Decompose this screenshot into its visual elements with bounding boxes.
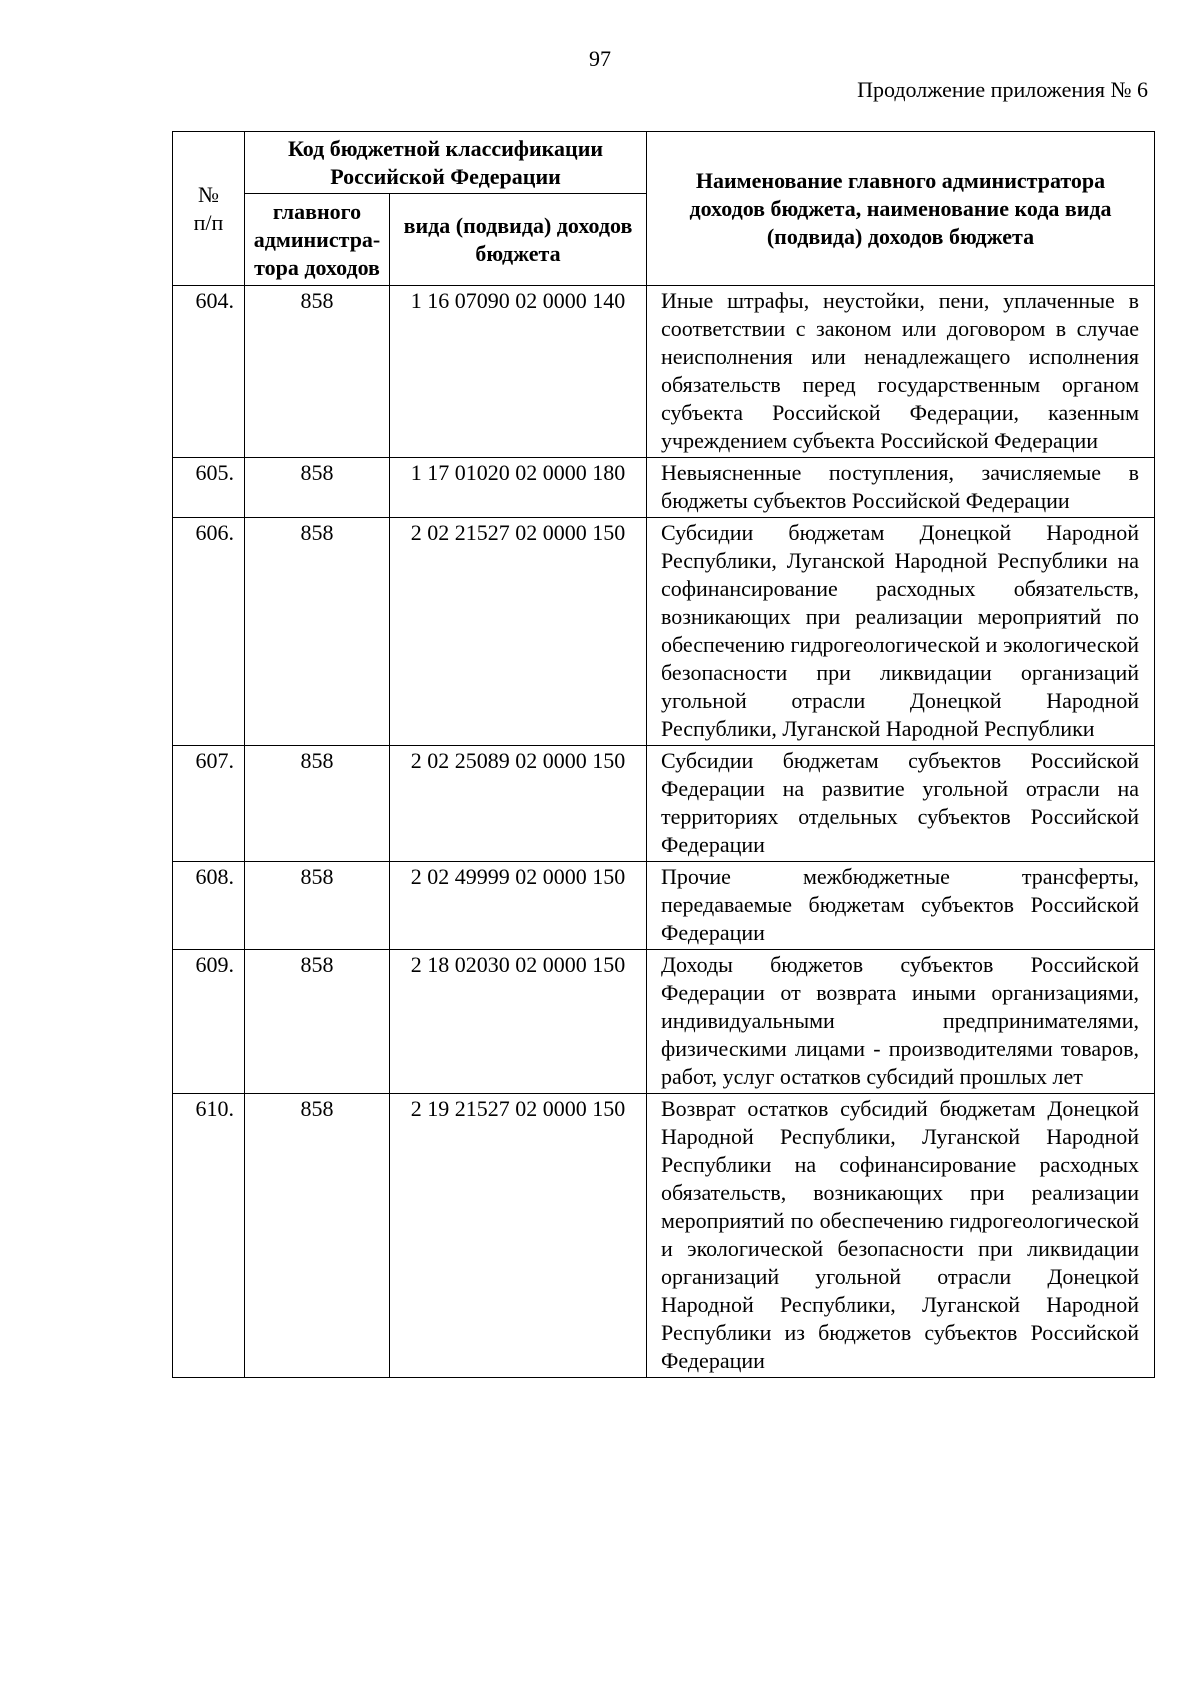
row-number-cell: 606. — [173, 518, 245, 746]
table-row — [173, 458, 1155, 518]
administrator-code-cell: 858 — [245, 746, 390, 862]
row-number-cell: 604. — [173, 286, 245, 458]
table-row — [173, 518, 1155, 746]
administrator-code-cell: 858 — [245, 458, 390, 518]
income-kind-code-cell: 2 18 02030 02 0000 150 — [390, 950, 647, 1094]
row-number-cell: 607. — [173, 746, 245, 862]
income-description-cell: Доходы бюджетов субъектов Российской Федерации от возврата иными организациями, индивидуальными предпринимателями, физическими лицами - производителями товаров, работ, услуг остатков субсидий прошлых лет — [647, 950, 1155, 1094]
administrator-code-cell: 858 — [245, 950, 390, 1094]
table-row — [173, 950, 1155, 1094]
income-kind-code-cell: 2 02 21527 02 0000 150 — [390, 518, 647, 746]
header-classification-code: Код бюджетной классификации Российской Федерации — [245, 132, 647, 194]
appendix-continuation-label: Продолжение приложения № 6 — [857, 77, 1148, 102]
row-number-cell: 608. — [173, 862, 245, 950]
income-description-cell: Невыясненные поступления, зачисляемые в бюджеты субъектов Российской Федерации — [647, 458, 1155, 518]
header-administrator-name: Наименование главного администратора доходов бюджета, наименование кода вида (подвида) доходов бюджета — [647, 132, 1155, 286]
header-pp: п/п — [193, 209, 224, 235]
administrator-code-cell: 858 — [245, 518, 390, 746]
header-number-sign: № — [198, 181, 219, 207]
table-row — [173, 1094, 1155, 1378]
row-number-cell: 610. — [173, 1094, 245, 1378]
page-number: 97 — [589, 46, 611, 71]
table-row — [173, 862, 1155, 950]
income-kind-code-cell: 2 02 49999 02 0000 150 — [390, 862, 647, 950]
income-description-cell: Иные штрафы, неустойки, пени, уплаченные в соответствии с законом или договором в случае неисполнения или ненадлежащего исполнения обязательств перед государственным органом субъекта Российской Федерации, казенным учреждением субъекта Российской Федерации — [647, 286, 1155, 458]
income-kind-code-cell: 1 17 01020 02 0000 180 — [390, 458, 647, 518]
income-description-cell: Прочие межбюджетные трансферты, передаваемые бюджетам субъектов Российской Федерации — [647, 862, 1155, 950]
income-kind-code-cell: 1 16 07090 02 0000 140 — [390, 286, 647, 458]
income-description-cell: Субсидии бюджетам Донецкой Народной Республики, Луганской Народной Республики на софинансирование расходных обязательств, возникающих при реализации мероприятий по обеспечению гидрогеологической и экологической безопасности при ликвидации организаций угольной отрасли Донецкой Народной Республики, Луганской Народной Республики — [647, 518, 1155, 746]
table-header — [173, 132, 1155, 286]
table-row — [173, 746, 1155, 862]
header-row-number — [173, 132, 245, 286]
administrator-code-cell: 858 — [245, 286, 390, 458]
table-row — [173, 286, 1155, 458]
administrator-code-cell: 858 — [245, 862, 390, 950]
income-description-cell: Субсидии бюджетам субъектов Российской Федерации на развитие угольной отрасли на территориях отдельных субъектов Российской Федерации — [647, 746, 1155, 862]
budget-classification-table — [172, 131, 1155, 1378]
header-main-administrator: главного администра-тора доходов — [245, 194, 390, 286]
row-number-cell: 605. — [173, 458, 245, 518]
income-kind-code-cell: 2 02 25089 02 0000 150 — [390, 746, 647, 862]
table-body — [173, 286, 1155, 1378]
administrator-code-cell: 858 — [245, 1094, 390, 1378]
row-number-cell: 609. — [173, 950, 245, 1094]
income-kind-code-cell: 2 19 21527 02 0000 150 — [390, 1094, 647, 1378]
header-income-kind: вида (подвида) доходов бюджета — [390, 194, 647, 286]
income-description-cell: Возврат остатков субсидий бюджетам Донецкой Народной Республики, Луганской Народной Республики на софинансирование расходных обязательств, возникающих при реализации мероприятий по обеспечению гидрогеологической и экологической безопасности при ликвидации организаций угольной отрасли Донецкой Народной Республики, Луганской Народной Республики из бюджетов субъектов Российской Федерации — [647, 1094, 1155, 1378]
